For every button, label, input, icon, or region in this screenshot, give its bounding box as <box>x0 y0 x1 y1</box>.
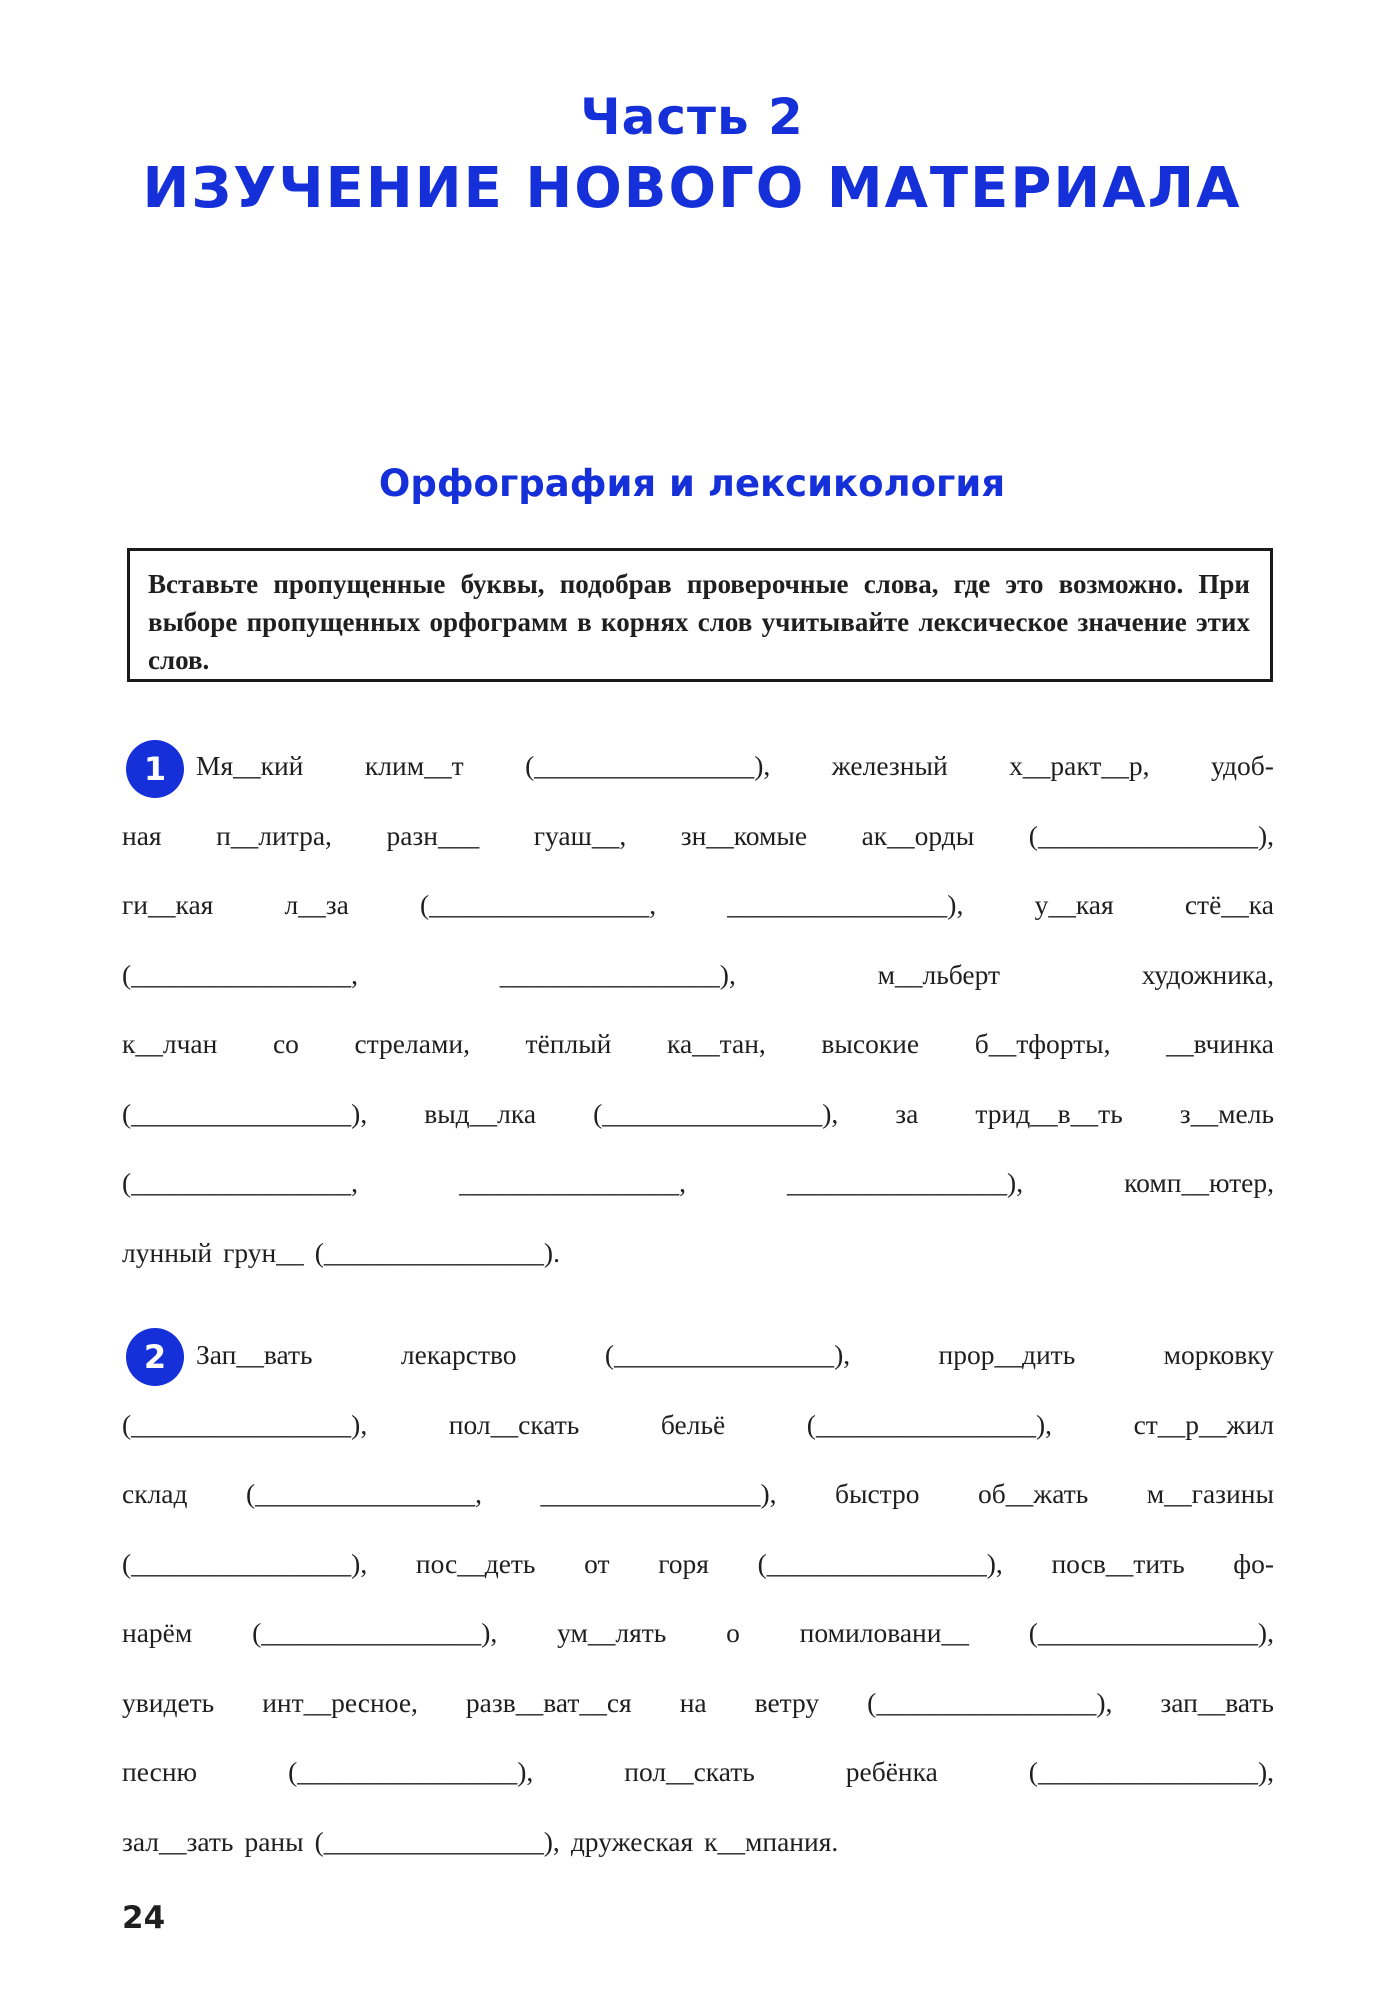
task-word: (________________, <box>122 958 359 990</box>
task-word: ребёнка <box>845 1756 938 1787</box>
task-word: ________________, <box>459 1167 686 1198</box>
task-word: склад <box>122 1478 188 1509</box>
task-word: пос__деть <box>415 1547 536 1579</box>
task-word: (________________), <box>122 1097 368 1129</box>
task-word: пол__скать <box>448 1408 580 1440</box>
task-word: от <box>584 1547 610 1579</box>
task-word: к__лчан <box>122 1028 218 1059</box>
task-2-line <box>122 1544 1274 1584</box>
task-word: (________________, <box>245 1478 483 1509</box>
task-word: высокие <box>821 1028 920 1059</box>
task-word: (________________), <box>288 1756 534 1787</box>
task-word: (________________), <box>867 1686 1113 1718</box>
task-word: м__газины <box>1146 1478 1274 1509</box>
page-number: 24 <box>122 1900 166 1936</box>
task-word: трид__в__ть <box>975 1097 1123 1129</box>
task-2-line <box>122 1752 1274 1792</box>
task-1-number-badge: 1 <box>126 740 184 798</box>
task-word: ная <box>122 819 162 851</box>
task-word: (________________), <box>1028 1617 1274 1648</box>
task-word: об__жать <box>978 1478 1089 1509</box>
task-word: увидеть <box>122 1686 215 1718</box>
task-word: лунный <box>122 1236 213 1268</box>
task-word: ________________), <box>540 1478 777 1509</box>
task-word: песню <box>122 1756 198 1787</box>
section-title: Орфография и лексикология <box>378 462 1006 505</box>
task-word: ________________), <box>787 1167 1024 1198</box>
task-word: (________________), <box>1028 1756 1274 1787</box>
task-word: (________________), <box>122 1547 368 1579</box>
task-word: морковку <box>1163 1339 1274 1370</box>
task-word: к__мпания. <box>704 1825 839 1857</box>
task-1-line <box>122 1024 1274 1064</box>
task-word: нарём <box>122 1617 193 1648</box>
instruction-box: Вставьте пропущенные буквы, подобрав проверочные слова, где это возможно. При выборе пропущенных орфограмм в корнях слов учитывайте лексическое значение этих слов. <box>127 548 1273 682</box>
task-word: ги__кая <box>122 889 214 920</box>
task-word: л__за <box>284 889 349 920</box>
task-word: Мя__кий <box>196 750 304 781</box>
task-word: выд__лка <box>424 1097 537 1129</box>
task-word: разн___ <box>386 819 480 851</box>
task-1-line <box>122 885 1274 925</box>
task-word: клим__т <box>364 750 464 781</box>
task-1-line <box>122 1094 1274 1134</box>
task-word: за <box>895 1097 919 1129</box>
task-word: з__мель <box>1179 1097 1274 1129</box>
task-word: горя <box>658 1547 709 1579</box>
task-word: (________________), <box>525 750 771 781</box>
task-word: зал__зать <box>122 1825 234 1857</box>
task-word: тёплый <box>525 1028 612 1059</box>
part-label: Часть 2 <box>580 88 804 146</box>
task-word: фо- <box>1233 1547 1274 1579</box>
task-word: комп__ютер, <box>1124 1167 1274 1198</box>
task-word: помиловани__ <box>799 1617 969 1648</box>
task-1-line <box>122 816 1274 856</box>
task-word: у__кая <box>1034 889 1114 920</box>
task-word: (________________, <box>122 1167 359 1198</box>
task-word: стрелами, <box>354 1028 470 1059</box>
task-word: художника, <box>1141 958 1274 990</box>
task-word: ________________), <box>499 958 736 990</box>
task-word: м__льберт <box>877 958 1000 990</box>
task-word: ка__тан, <box>667 1028 766 1059</box>
task-2-line <box>122 1474 1274 1514</box>
task-1-line <box>196 746 1274 786</box>
task-2-number-badge: 2 <box>126 1328 184 1386</box>
task-word: (________________), <box>757 1547 1003 1579</box>
task-word: ________________), <box>727 889 964 920</box>
task-word: со <box>272 1028 299 1059</box>
task-word: Зап__вать <box>196 1339 313 1370</box>
task-word: раны <box>244 1825 304 1857</box>
task-word: лекарство <box>400 1339 517 1370</box>
task-word: (________________), <box>314 1825 560 1857</box>
task-word: бельё <box>660 1408 726 1440</box>
task-word: (________________), <box>604 1339 851 1370</box>
task-word: (________________), <box>1028 819 1274 851</box>
task-1-line <box>122 1233 1274 1273</box>
task-word: грун__ <box>223 1236 304 1268</box>
task-word: (________________), <box>252 1617 498 1648</box>
task-word: п__литра, <box>216 819 332 851</box>
task-word: ум__лять <box>557 1617 667 1648</box>
task-word: стё__ка <box>1184 889 1274 920</box>
task-word: б__тфорты, <box>974 1028 1111 1059</box>
task-2-line <box>122 1822 1274 1862</box>
task-word: х__ракт__р, <box>1009 750 1150 781</box>
task-word: инт__ресное, <box>262 1686 418 1718</box>
task-word: зн__комые <box>680 819 808 851</box>
task-word: ст__р__жил <box>1133 1408 1274 1440</box>
task-word: прор__дить <box>938 1339 1076 1370</box>
task-2-line <box>196 1335 1274 1375</box>
task-2-line <box>122 1613 1274 1653</box>
task-word: о <box>726 1617 740 1648</box>
part-heading: ИЗУЧЕНИЕ НОВОГО МАТЕРИАЛА <box>142 156 1242 221</box>
task-word: __вчинка <box>1166 1028 1274 1059</box>
task-word: посв__тить <box>1051 1547 1185 1579</box>
task-word: (________________, <box>420 889 657 920</box>
task-word: (________________), <box>806 1408 1052 1440</box>
task-word: пол__скать <box>624 1756 755 1787</box>
task-2-line <box>122 1683 1274 1723</box>
task-2-line <box>122 1405 1274 1445</box>
task-word: разв__ват__ся <box>465 1686 632 1718</box>
task-word: зап__вать <box>1160 1686 1274 1718</box>
task-word: (________________). <box>314 1236 560 1268</box>
task-word: быстро <box>835 1478 920 1509</box>
task-word: гуаш__, <box>533 819 627 851</box>
task-word: ветру <box>754 1686 820 1718</box>
task-word: ак__орды <box>861 819 975 851</box>
task-word: (________________), <box>593 1097 839 1129</box>
task-1-line <box>122 955 1274 995</box>
task-word: дружеская <box>570 1825 694 1857</box>
task-word: (________________), <box>122 1408 368 1440</box>
task-1-line <box>122 1163 1274 1203</box>
task-word: удоб- <box>1211 750 1274 781</box>
task-word: на <box>679 1686 707 1718</box>
task-word: железный <box>831 750 948 781</box>
